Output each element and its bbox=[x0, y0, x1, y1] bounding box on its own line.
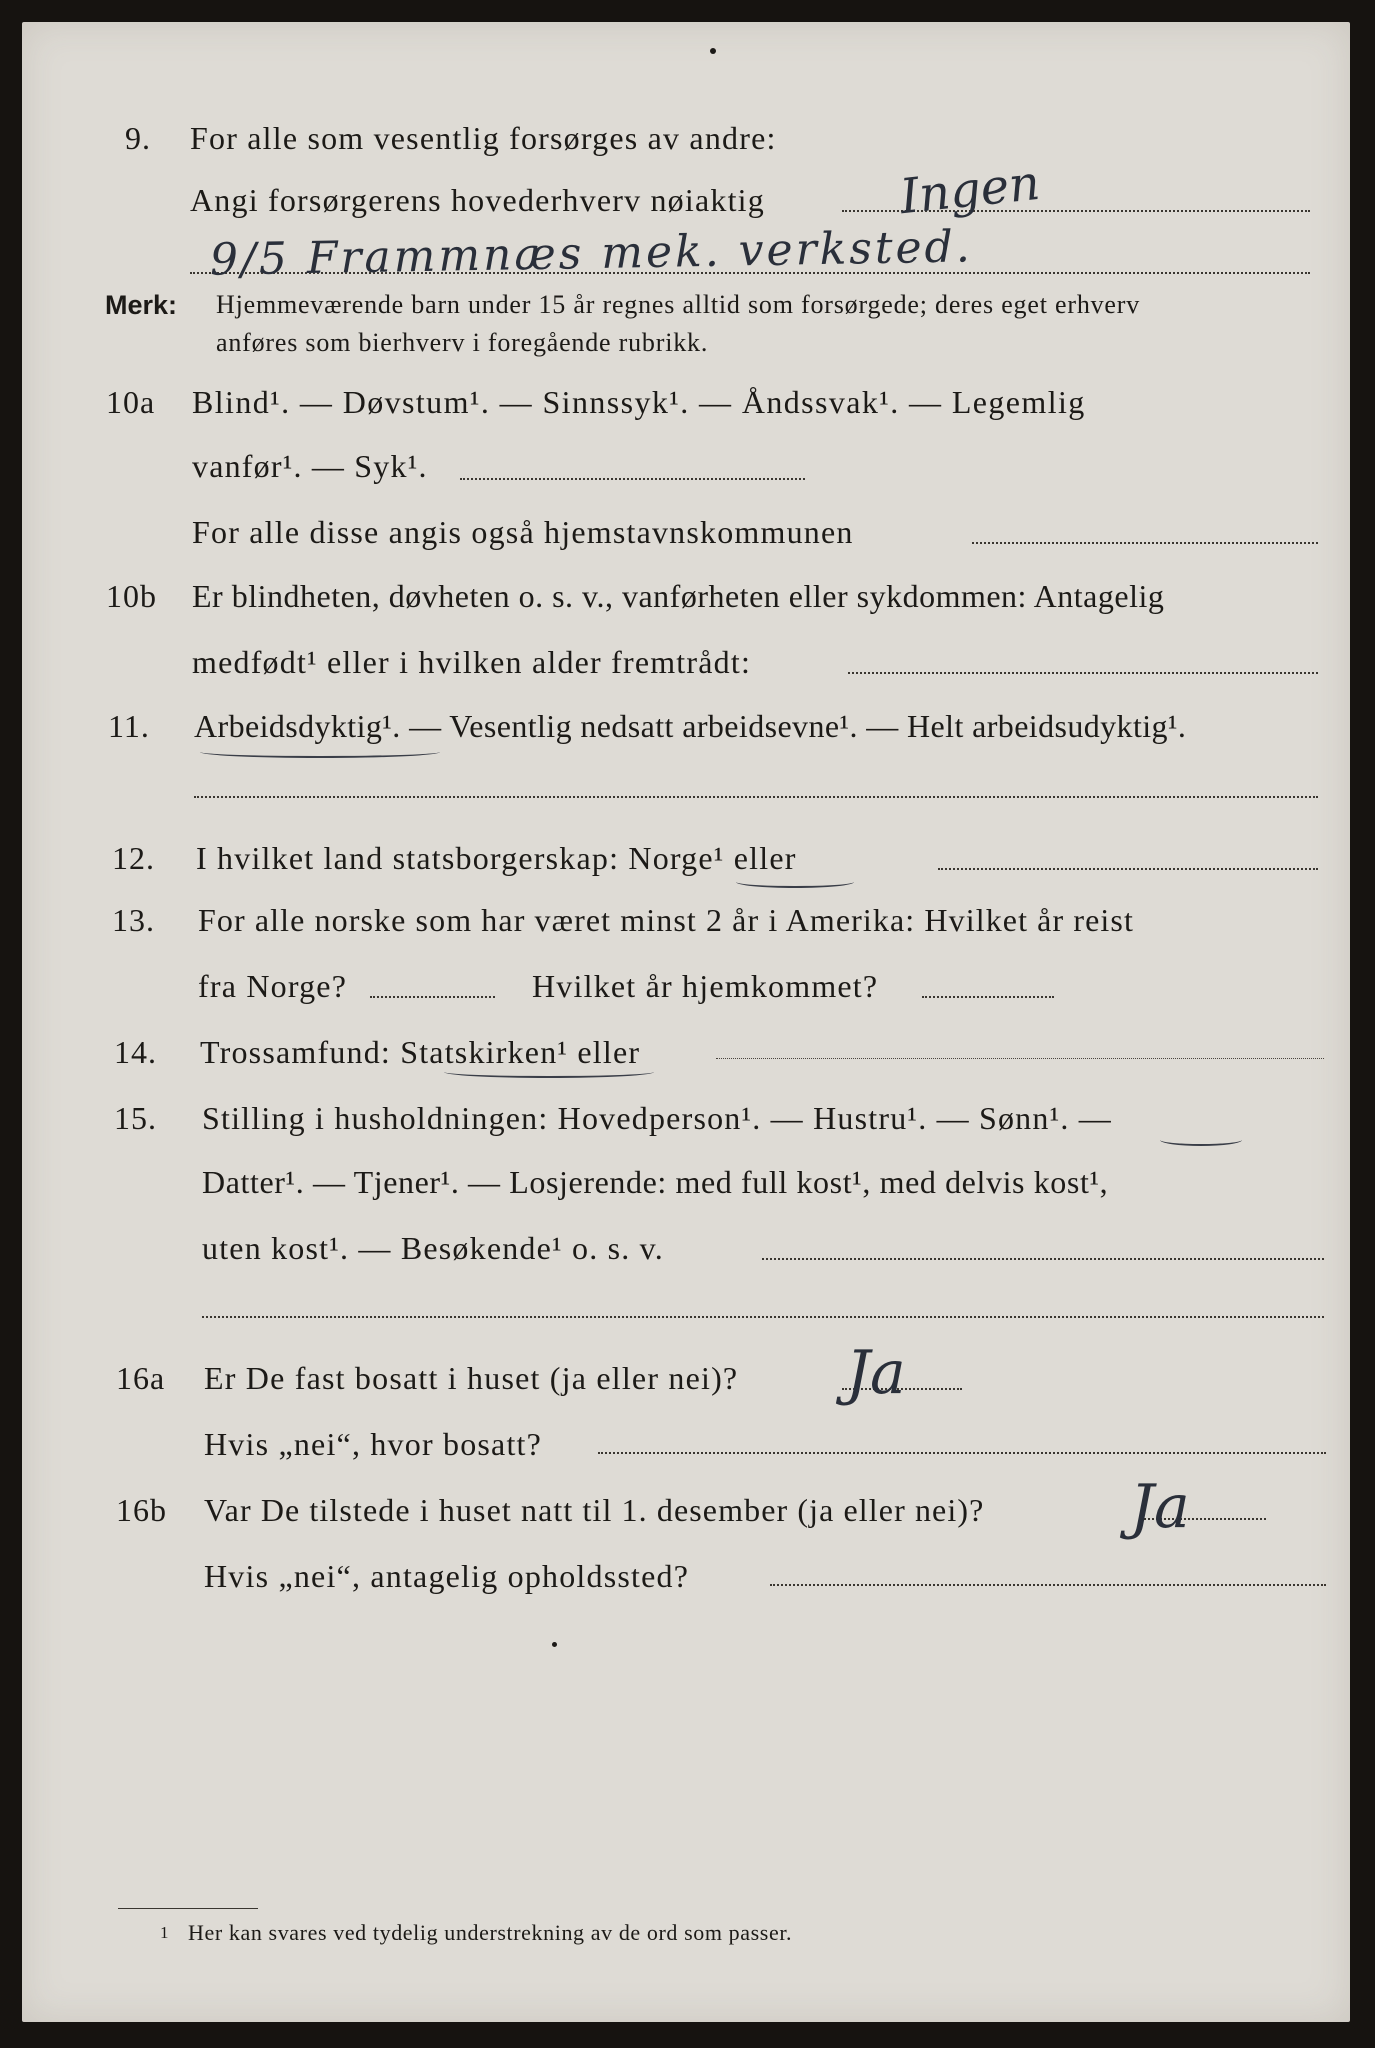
question-9 bbox=[0, 118, 1375, 158]
handwritten-answer: Ja bbox=[846, 1338, 906, 1408]
question-10a bbox=[0, 382, 1375, 422]
answer-line[interactable] bbox=[716, 1058, 1324, 1059]
answer-line[interactable] bbox=[848, 672, 1318, 674]
question-13-line2 bbox=[0, 966, 1375, 1006]
question-text: Hvis „nei“, antagelig opholdssted? bbox=[204, 1558, 690, 1594]
census-form-page bbox=[22, 22, 1350, 2022]
answer-line[interactable] bbox=[972, 542, 1318, 544]
page-mark bbox=[552, 1642, 557, 1647]
answer-underline bbox=[200, 746, 440, 758]
question-text: Er blindheten, døvheten o. s. v., vanførheten eller sykdommen: Antagelig bbox=[192, 578, 1165, 614]
question-text: Hvis „nei“, hvor bosatt? bbox=[204, 1426, 543, 1462]
answer-underline bbox=[736, 876, 854, 888]
question-9-occupation bbox=[0, 154, 1375, 226]
question-15-line3 bbox=[0, 1228, 1375, 1268]
answer-line[interactable] bbox=[202, 1316, 1324, 1318]
question-number: 16a bbox=[116, 1360, 166, 1396]
question-number: 14. bbox=[114, 1034, 157, 1070]
answer-underline bbox=[444, 1066, 654, 1078]
question-10b bbox=[0, 576, 1375, 616]
question-11 bbox=[0, 706, 1375, 746]
answer-underline bbox=[1160, 1134, 1242, 1146]
question-text: uten kost¹. — Besøkende¹ o. s. v. bbox=[202, 1230, 665, 1266]
handwritten-answer: 9/5 Frammnæs mek. verksted. bbox=[209, 221, 974, 286]
question-16b-line2 bbox=[0, 1556, 1375, 1596]
question-16a bbox=[0, 1338, 1375, 1408]
question-16a-line2 bbox=[0, 1424, 1375, 1464]
answer-line[interactable] bbox=[194, 796, 1318, 798]
question-text: Blind¹. — Døvstum¹. — Sinnssyk¹. — Åndssvak¹. — Legemlig bbox=[192, 384, 1086, 420]
question-text: vanfør¹. — Syk¹. bbox=[192, 448, 428, 484]
question-15-line2 bbox=[0, 1162, 1375, 1202]
note-label: Merk: bbox=[105, 290, 178, 320]
question-number: 13. bbox=[112, 902, 155, 938]
question-number: 11. bbox=[108, 708, 150, 744]
question-text: Er De fast bosatt i huset (ja eller nei)? bbox=[204, 1360, 739, 1396]
question-15 bbox=[0, 1098, 1375, 1138]
question-text: For alle disse angis også hjemstavnskommunen bbox=[192, 514, 854, 550]
answer-line[interactable] bbox=[762, 1258, 1324, 1260]
question-12 bbox=[0, 838, 1375, 878]
question-text: fra Norge? bbox=[198, 968, 348, 1004]
answer-line[interactable] bbox=[370, 996, 495, 998]
answer-line[interactable] bbox=[922, 996, 1054, 998]
question-10a-line2 bbox=[0, 446, 1375, 486]
handwritten-answer: Ja bbox=[1130, 1472, 1190, 1542]
question-number: 16b bbox=[116, 1492, 167, 1528]
question-text: Stilling i husholdningen: Hovedperson¹. — Hustru¹. — Sønn¹. — bbox=[202, 1100, 1112, 1136]
question-text: medfødt¹ eller i hvilken alder fremtrådt: bbox=[192, 644, 752, 680]
question-16b bbox=[0, 1472, 1375, 1542]
question-text: Arbeidsdyktig¹. — Vesentlig nedsatt arbeidsevne¹. — Helt arbeidsudyktig¹. bbox=[194, 708, 1187, 744]
answer-line[interactable] bbox=[460, 478, 805, 480]
question-10b-line2 bbox=[0, 642, 1375, 682]
question-10a-line3 bbox=[0, 512, 1375, 552]
question-text: Hvilket år hjemkommet? bbox=[532, 968, 879, 1004]
question-13 bbox=[0, 900, 1375, 940]
footnote-text: Her kan svares ved tydelig understrekning av de ord som passer. bbox=[188, 1920, 793, 1945]
question-text: Trossamfund: Statskirken¹ eller bbox=[200, 1034, 641, 1070]
question-text: For alle norske som har været minst 2 år i Amerika: Hvilket år reist bbox=[198, 902, 1134, 938]
question-number: 9. bbox=[125, 120, 151, 156]
question-text: For alle som vesentlig forsørges av andre: bbox=[190, 120, 777, 156]
question-text: Angi forsørgerens hovederhverv nøiaktig bbox=[190, 182, 765, 218]
footnote-rule bbox=[118, 1908, 258, 1909]
note-text: anføres som bierhverv i foregående rubrikk. bbox=[216, 328, 709, 357]
footnote-mark: 1 bbox=[160, 1923, 170, 1942]
answer-line[interactable] bbox=[938, 868, 1318, 870]
question-number: 15. bbox=[114, 1100, 157, 1136]
answer-line[interactable] bbox=[770, 1584, 1326, 1586]
question-text: Var De tilstede i huset natt til 1. desember (ja eller nei)? bbox=[204, 1492, 985, 1528]
answer-line[interactable] bbox=[598, 1452, 1326, 1454]
question-number: 10a bbox=[106, 384, 156, 420]
note-text: Hjemmeværende barn under 15 år regnes alltid som forsørgede; deres eget erhverv bbox=[216, 290, 1141, 319]
question-number: 12. bbox=[112, 840, 155, 876]
question-9-answer-line bbox=[0, 221, 1375, 286]
handwritten-answer: Ingen bbox=[897, 154, 1043, 226]
question-11-answer-line bbox=[0, 770, 1375, 810]
question-number: 10b bbox=[106, 578, 157, 614]
question-text: I hvilket land statsborgerskap: Norge¹ eller bbox=[196, 840, 797, 876]
page-mark bbox=[710, 48, 716, 54]
question-text: Datter¹. — Tjener¹. — Losjerende: med full kost¹, med delvis kost¹, bbox=[202, 1164, 1109, 1200]
question-14 bbox=[0, 1032, 1375, 1072]
question-15-answer-line bbox=[0, 1290, 1375, 1330]
